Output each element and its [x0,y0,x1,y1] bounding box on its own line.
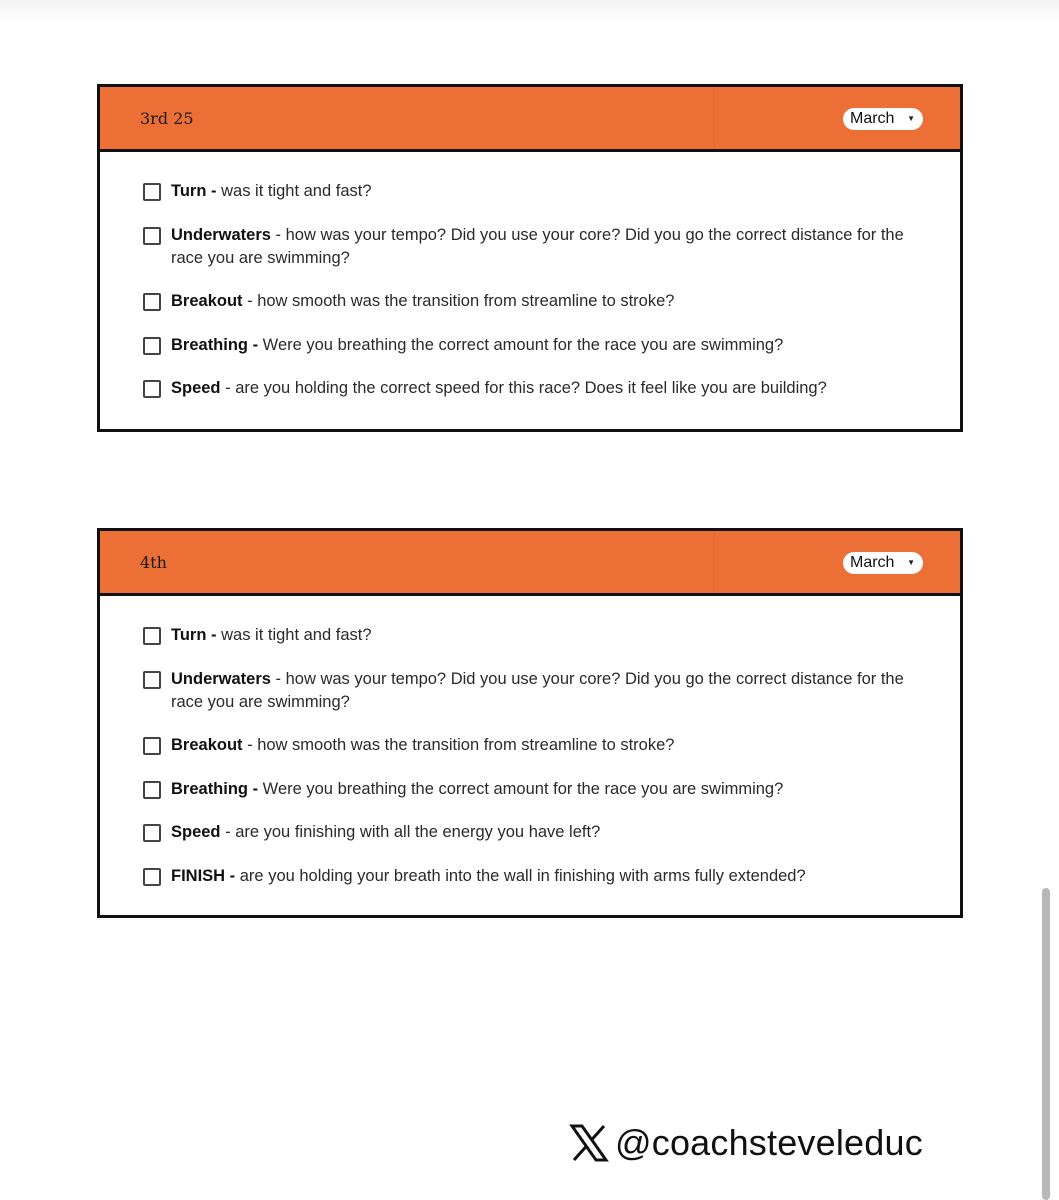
card-header [100,87,960,152]
header-divider [714,87,715,149]
item-text: - how was your tempo? Did you use your core? Did you go the correct distance for the race you are swimming? [171,225,904,267]
checkbox[interactable] [143,781,161,799]
month-dropdown[interactable] [843,552,923,574]
item-label: Breakout [171,292,243,310]
handle-text: @coachsteveleduc [615,1122,923,1163]
checklist-item-breathing [140,778,940,801]
item-text: - are you holding the correct speed for this race? Does it feel like you are building? [220,379,827,397]
item-text: - are you finishing with all the energy you have left? [220,823,601,841]
checklist-item-speed [140,821,940,844]
item-label: FINISH - [171,866,236,885]
checkbox[interactable] [143,293,161,311]
checklist-item-speed [140,377,940,400]
item-label: Speed [171,379,221,397]
checkbox[interactable] [143,824,161,842]
checklist-item-underwaters [140,668,940,714]
checkbox[interactable] [143,227,161,245]
social-handle [569,1120,923,1166]
month-dropdown[interactable] [843,108,923,130]
month-dropdown-value: March [850,110,895,127]
checklist [100,152,960,400]
checkbox[interactable] [143,380,161,398]
card-header [100,531,960,596]
checklist-card-3rd-25 [97,84,963,432]
item-label: Underwaters [171,225,271,244]
x-logo-icon [569,1123,609,1163]
caret-down-icon: ▼ [907,558,915,567]
checklist-item-breakout [140,734,940,757]
checkbox[interactable] [143,737,161,755]
caret-down-icon: ▼ [907,114,915,123]
item-label: Turn - [171,626,217,644]
checkbox[interactable] [143,627,161,645]
item-label: Breathing - [171,335,259,354]
checklist-card-4th [97,528,963,918]
checklist-item-turn [140,624,940,647]
item-label: Turn - [171,182,217,200]
item-label: Breathing - [171,779,259,798]
checklist-item-breathing [140,334,940,357]
checklist-item-finish [140,865,940,888]
item-label: Speed [171,823,221,841]
checkbox[interactable] [143,868,161,886]
checkbox[interactable] [143,671,161,689]
item-text: - how smooth was the transition from streamline to stroke? [242,292,675,310]
item-text: - how was your tempo? Did you use your core? Did you go the correct distance for the race you are swimming? [171,669,904,711]
item-text: was it tight and fast? [216,626,372,644]
month-dropdown-value: March [850,554,895,571]
checkbox[interactable] [143,183,161,201]
item-text: Were you breathing the correct amount for the race you are swimming? [258,335,784,354]
item-label: Breakout [171,736,243,754]
checklist [100,596,960,888]
item-text: was it tight and fast? [216,182,372,200]
checklist-item-breakout [140,290,940,313]
item-text: - how smooth was the transition from streamline to stroke? [242,736,675,754]
checklist-item-turn [140,180,940,203]
top-shade [0,0,1059,22]
header-divider [714,531,715,593]
checkbox[interactable] [143,337,161,355]
item-label: Underwaters [171,669,271,688]
card-title: 3rd 25 [140,109,194,128]
checklist-item-underwaters [140,224,940,270]
scrollbar-thumb[interactable] [1042,888,1050,1200]
item-text: are you holding your breath into the wall in finishing with arms fully extended? [235,866,806,885]
item-text: Were you breathing the correct amount for the race you are swimming? [258,779,784,798]
card-title: 4th [140,553,167,572]
